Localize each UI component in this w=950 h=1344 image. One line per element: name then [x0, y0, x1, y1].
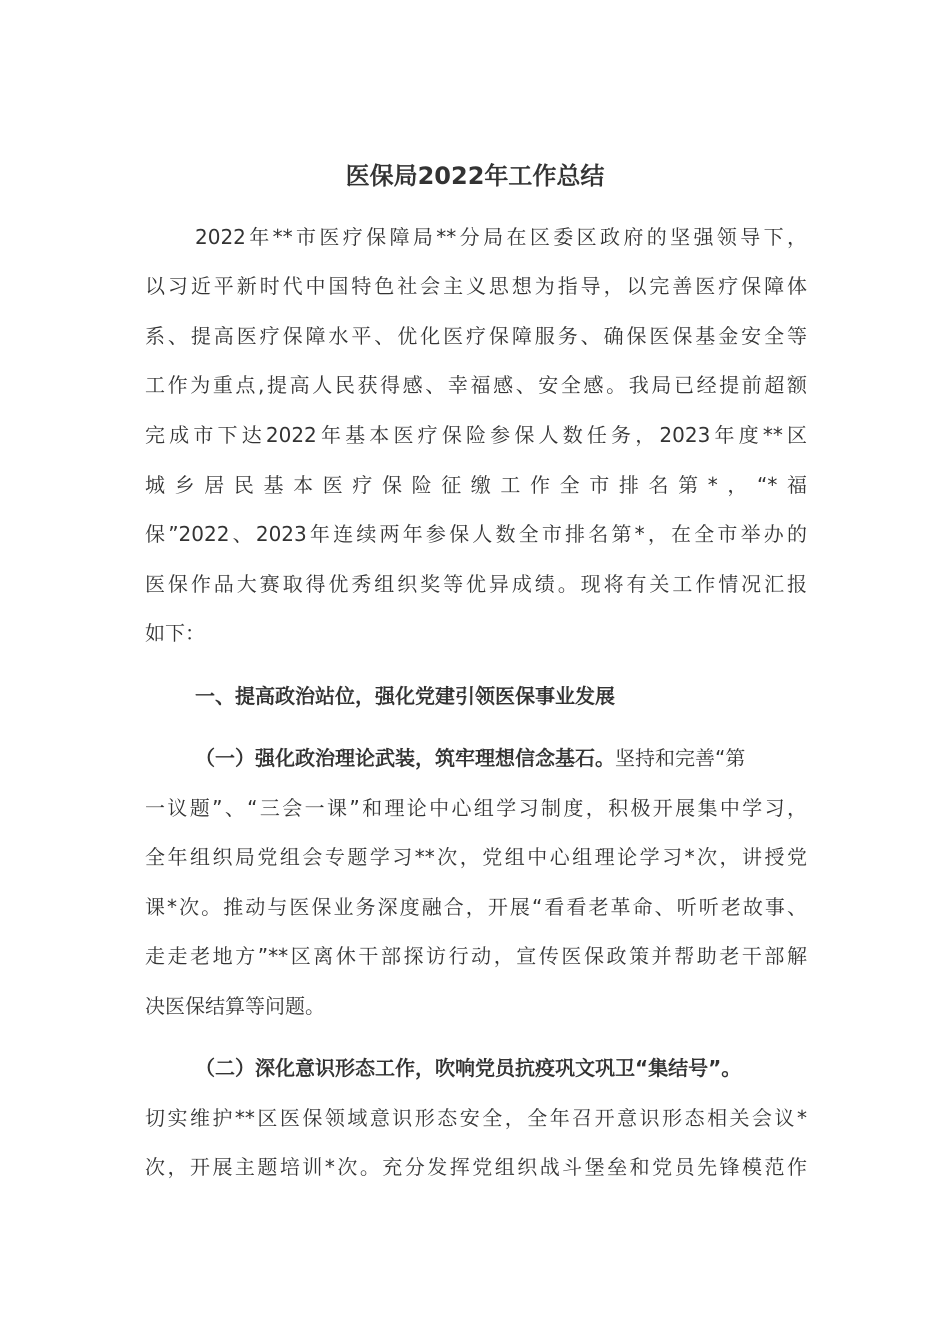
subsection-first-line [195, 743, 807, 773]
subsection-text: 坚持和完善“第 [615, 746, 746, 770]
paragraph-line: 全年组织局党组会专题学习**次，党组中心组理论学习*次，讲授党 [145, 845, 807, 869]
intro-line: 完成市下达2022年基本医疗保险参保人数任务，2023年度**区 [145, 423, 807, 447]
intro-line: 2022年**市医疗保障局**分局在区委区政府的坚强领导下， [195, 225, 807, 249]
document-title: 医保局2022年工作总结 [345, 162, 605, 190]
paragraph-line: 一议题”、“三会一课”和理论中心组学习制度，积极开展集中学习， [145, 796, 807, 820]
intro-line: 以习近平新时代中国特色社会主义思想为指导，以完善医疗保障体 [145, 274, 807, 298]
subsection-heading: （二）深化意识形态工作，吹响党员抗疫巩文巩卫“集结号”。 [195, 1056, 742, 1080]
paragraph-line: 走走老地方”**区离休干部探访行动，宣传医保政策并帮助老干部解 [145, 944, 807, 968]
subsection-heading: （一）强化政治理论武装，筑牢理想信念基石。 [195, 746, 615, 770]
intro-line: 城乡居民基本医疗保险征缴工作全市排名第*，“*福 [145, 473, 807, 497]
section-heading: 一、提高政治站位，强化党建引领医保事业发展 [195, 684, 615, 708]
paragraph-line: 课*次。推动与医保业务深度融合，开展“看看老革命、听听老故事、 [145, 895, 807, 919]
paragraph-line: 切实维护**区医保领域意识形态安全，全年召开意识形态相关会议* [145, 1106, 807, 1130]
intro-line: 保”2022、2023年连续两年参保人数全市排名第*，在全市举办的 [145, 522, 807, 546]
intro-line: 工作为重点,提高人民获得感、幸福感、安全感。我局已经提前超额 [145, 373, 807, 397]
intro-line: 如下： [145, 621, 205, 645]
paragraph-line: 次，开展主题培训*次。充分发挥党组织战斗堡垒和党员先锋模范作 [145, 1155, 807, 1179]
intro-line: 系、提高医疗保障水平、优化医疗保障服务、确保医保基金安全等 [145, 324, 807, 348]
paragraph-line: 决医保结算等问题。 [145, 994, 325, 1018]
intro-line: 医保作品大赛取得优秀组织奖等优异成绩。现将有关工作情况汇报 [145, 572, 807, 596]
